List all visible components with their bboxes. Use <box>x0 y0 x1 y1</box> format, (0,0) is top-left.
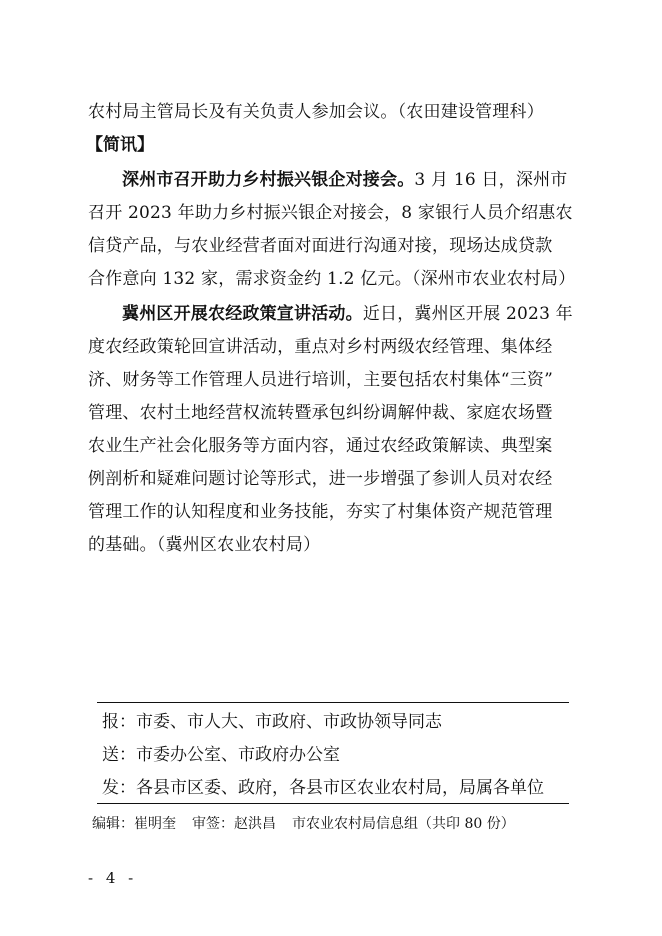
distribution-send: 送：市委办公室、市政府办公室 <box>102 745 340 765</box>
brief-item-1-line: 合作意向 132 家，需求资金约 1.2 亿元。（深州市农业农村局） <box>88 269 576 289</box>
continuation-line: 农村局主管局长及有关负责人参加会议。（农田建设管理科） <box>88 102 544 122</box>
brief-item-1-line: 信贷产品，与农业经营者面对面进行沟通对接，现场达成贷款 <box>88 236 553 256</box>
credits-reviewer: 审签：赵洪昌 <box>192 816 276 832</box>
brief-item-2-text: 近日，冀州区开展 2023 年 <box>362 304 573 324</box>
credits-editor: 编辑：崔明奎 <box>92 816 176 832</box>
brief-item-2-line: 管理、农村土地经营权流转暨承包纠纷调解仲裁、家庭农场暨 <box>88 403 553 423</box>
brief-item-2-line: 度农经政策轮回宣讲活动，重点对乡村两级农经管理、集体经 <box>88 337 553 357</box>
page-number: - 4 - <box>88 869 138 887</box>
brief-item-1-text: 3 月 16 日，深州市 <box>414 170 568 190</box>
brief-item-2-line: 农业生产社会化服务等方面内容，通过农经政策解读、典型案 <box>88 436 553 456</box>
brief-item-2-line: 济、财务等工作管理人员进行培训，主要包括农村集体“三资” <box>88 370 553 390</box>
credits-line <box>92 814 531 834</box>
brief-item-2-line: 的基础。（冀州区农业农村局） <box>88 535 321 555</box>
credits-publisher: 市农业农村局信息组（共印 80 份） <box>292 816 515 832</box>
brief-item-2-headline: 冀州区开展农经政策宣讲活动。 <box>122 304 363 324</box>
briefs-heading: 【简讯】 <box>86 135 154 155</box>
brief-item-1-line: 召开 2023 年助力乡村振兴银企对接会，8 家银行人员介绍惠农 <box>88 203 573 223</box>
distribution-issue: 发：各县市区委、政府，各县市区农业农村局，局属各单位 <box>102 778 544 798</box>
brief-item-2-first-line <box>122 302 612 326</box>
brief-item-1-headline: 深州市召开助力乡村振兴银企对接会。 <box>122 170 415 190</box>
distribution-bottom-rule <box>97 803 569 804</box>
distribution-report: 报：市委、市人大、市政府、市政协领导同志 <box>102 712 442 732</box>
brief-item-1-first-line <box>122 168 612 192</box>
brief-item-2-line: 管理工作的认知程度和业务技能，夯实了村集体资产规范管理 <box>88 502 553 522</box>
brief-item-2-line: 例剖析和疑难问题讨论等形式，进一步增强了参训人员对农经 <box>88 469 553 489</box>
distribution-top-rule <box>97 702 569 703</box>
